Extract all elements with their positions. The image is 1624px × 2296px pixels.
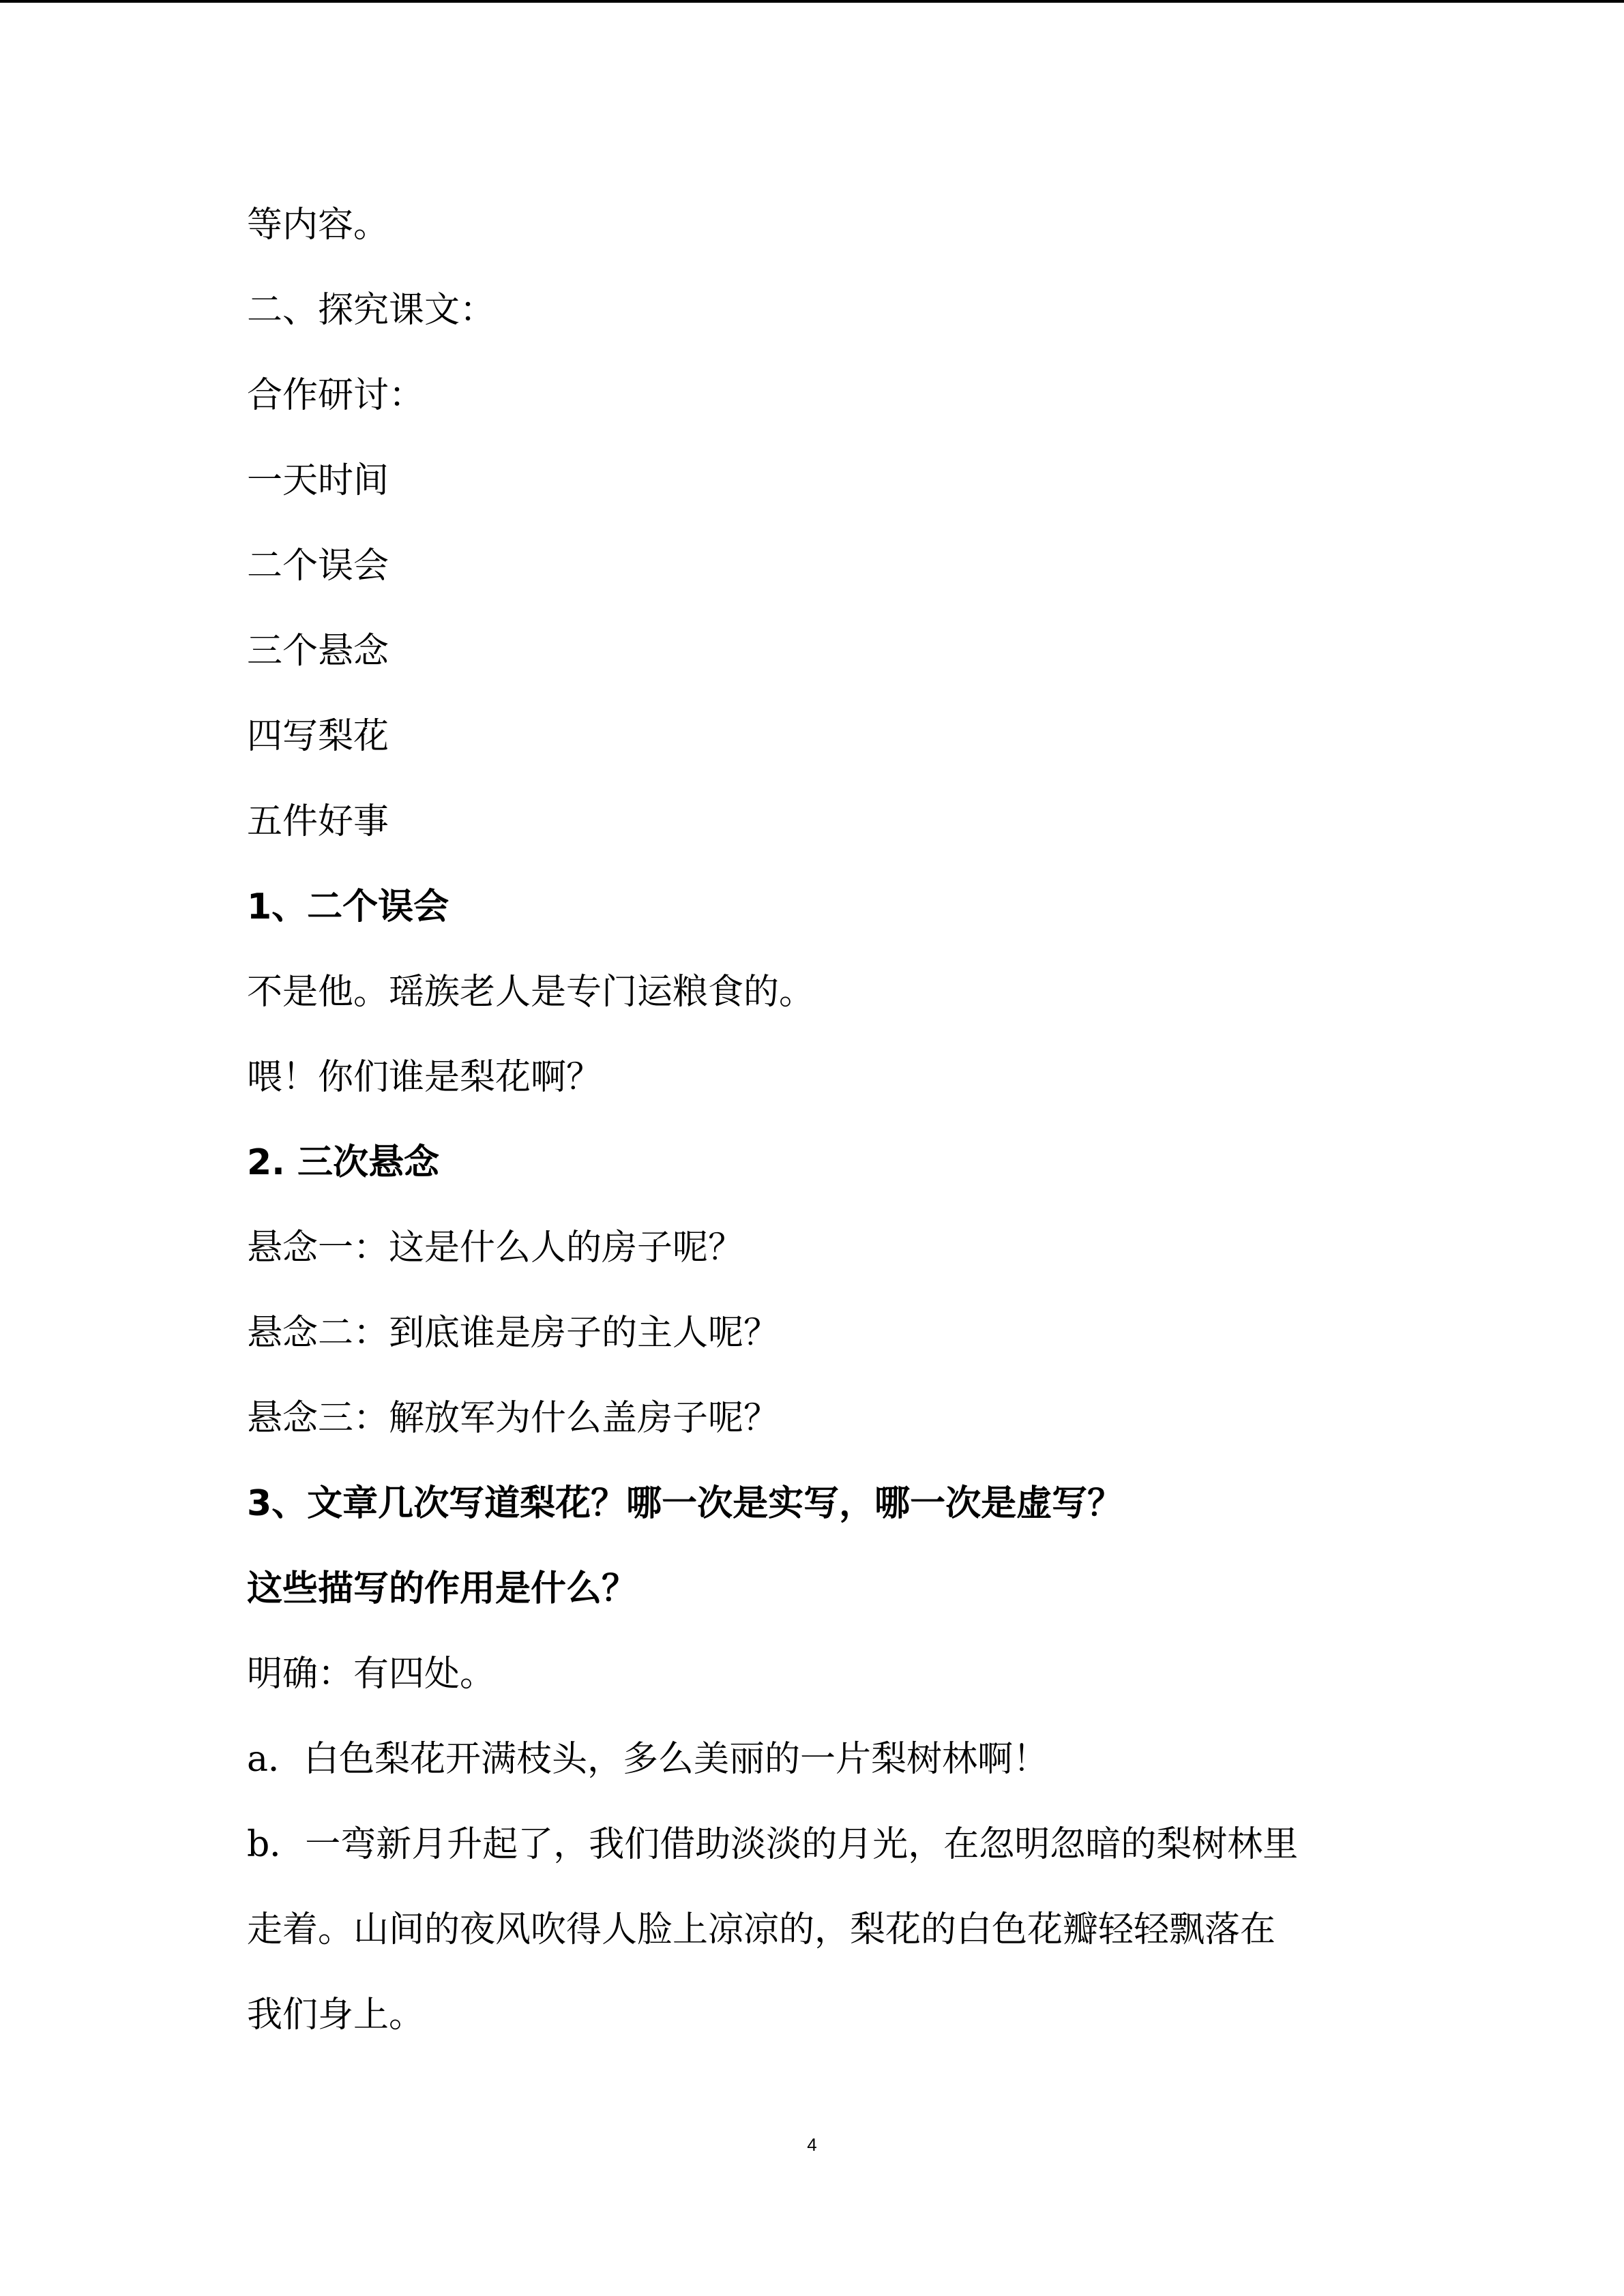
list-item: 一天时间 [247, 460, 389, 501]
text-line: 我们身上。 [247, 1995, 425, 2036]
text-line: b．一弯新月升起了，我们借助淡淡的月光，在忽明忽暗的梨树林里 [247, 1824, 1299, 1865]
list-item: 二个误会 [247, 546, 389, 586]
text-line: 悬念二：到底谁是房子的主人呢？ [247, 1313, 780, 1354]
subsection-heading: 2. 三次悬念 [247, 1142, 440, 1183]
text-line: a．白色梨花开满枝头，多么美丽的一片梨树林啊！ [247, 1739, 1049, 1780]
text-line: 悬念三：解放军为什么盖房子呢？ [247, 1398, 780, 1439]
page-number: 4 [807, 2134, 817, 2155]
text-line: 明确：有四处。 [247, 1654, 496, 1695]
text-line: 悬念一：这是什么人的房子呢？ [247, 1227, 744, 1268]
text-line: 不是他。瑶族老人是专门运粮食的。 [247, 972, 815, 1013]
list-item: 五件好事 [247, 801, 389, 842]
top-border-line [0, 0, 1624, 3]
list-item: 三个悬念 [247, 631, 389, 672]
subsection-heading: 这些描写的作用是什么？ [247, 1568, 638, 1609]
text-line: 喂！你们谁是梨花啊？ [247, 1057, 602, 1098]
page-body [247, 205, 1393, 2080]
list-item: 四写梨花 [247, 716, 389, 757]
section-heading: 二、探究课文： [247, 290, 496, 331]
text-line: 走着。山间的夜风吹得人脸上凉凉的，梨花的白色花瓣轻轻飘落在 [247, 1909, 1276, 1950]
text-line: 合作研讨： [247, 375, 425, 416]
subsection-heading: 1、二个误会 [247, 886, 449, 927]
subsection-heading: 3、文章几次写道梨花？哪一次是实写，哪一次是虚写？ [247, 1483, 1123, 1524]
text-line: 等内容。 [247, 205, 389, 245]
